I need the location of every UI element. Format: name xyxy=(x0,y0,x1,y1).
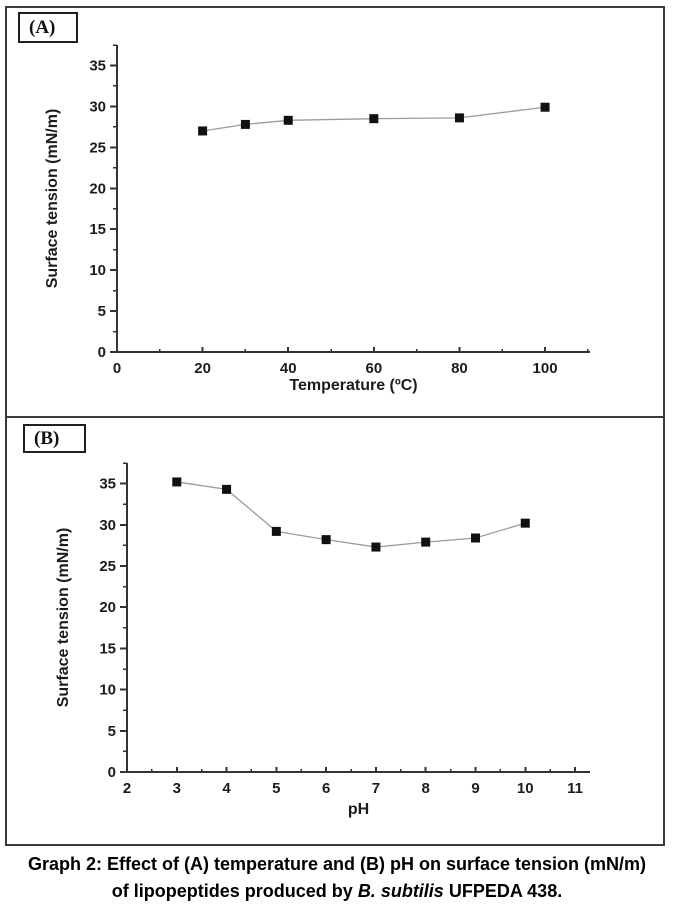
axes xyxy=(117,45,590,352)
data-points xyxy=(198,103,549,136)
x-tick-label: 0 xyxy=(112,360,122,377)
y-tick-label: 25 xyxy=(89,139,106,157)
caption-species-name: B. subtilis xyxy=(357,881,444,901)
x-tick-label: 60 xyxy=(365,360,383,377)
data-point xyxy=(272,527,281,536)
x-tick-label: 7 xyxy=(371,780,381,797)
y-tick-label: 10 xyxy=(89,262,106,280)
y-tick-label: 5 xyxy=(97,303,106,321)
y-axis-title: Surface tension (mN/m) xyxy=(44,108,61,289)
x-tick-label: 3 xyxy=(172,780,181,797)
panel-b xyxy=(5,416,665,846)
x-tick-label: 5 xyxy=(272,780,281,797)
data-point xyxy=(284,116,293,125)
y-tick-label: 10 xyxy=(99,681,116,699)
tick-labels xyxy=(99,476,583,797)
x-tick-label: 4 xyxy=(222,780,231,797)
y-tick-label: 15 xyxy=(89,221,106,239)
axes xyxy=(127,463,590,772)
data-point xyxy=(198,126,207,135)
panel-a xyxy=(5,6,665,418)
y-tick-label: 15 xyxy=(99,640,116,658)
data-point xyxy=(322,535,331,544)
panel-a-label: (A) xyxy=(29,16,56,38)
y-tick-label: 35 xyxy=(99,475,116,493)
y-tick-label: 20 xyxy=(89,180,106,198)
panel-b-label: (B) xyxy=(34,427,60,449)
x-tick-label: 80 xyxy=(451,360,468,377)
tick-labels xyxy=(89,57,557,377)
caption-line-2: of lipopeptides produced by B. subtilis UFPEDA 438. xyxy=(111,881,563,901)
panel-b-label-box xyxy=(23,424,86,453)
x-tick-label: 9 xyxy=(471,780,480,797)
y-tick-label: 0 xyxy=(97,344,106,361)
y-tick-label: 35 xyxy=(89,57,106,75)
x-tick-label: 100 xyxy=(532,360,558,377)
x-tick-label: 2 xyxy=(122,780,132,797)
data-point xyxy=(371,543,380,552)
caption-line-1: Graph 2: Effect of (A) temperature and (B) pH on surface tension (mN/m) xyxy=(27,854,647,874)
y-tick-label: 20 xyxy=(99,599,116,617)
data-point xyxy=(455,113,464,122)
y-axis-title: Surface tension (mN/m) xyxy=(55,527,72,708)
data-point xyxy=(471,533,480,542)
x-axis-title: Temperature (ºC) xyxy=(289,377,418,394)
chart-b-svg xyxy=(7,418,663,842)
x-tick-label: 20 xyxy=(194,360,211,377)
y-tick-label: 0 xyxy=(107,764,116,781)
x-tick-label: 6 xyxy=(321,780,331,797)
data-point xyxy=(222,485,231,494)
x-axis-title: pH xyxy=(347,801,370,818)
x-tick-label: 10 xyxy=(516,780,534,797)
data-point xyxy=(521,519,530,528)
x-tick-label: 8 xyxy=(421,780,430,797)
x-tick-label: 40 xyxy=(279,360,297,377)
chart-a-svg xyxy=(7,8,663,414)
data-point xyxy=(541,103,550,112)
data-point xyxy=(241,120,250,129)
y-tick-label: 25 xyxy=(99,558,116,575)
y-tick-label: 30 xyxy=(89,98,106,116)
data-point xyxy=(369,114,378,123)
ticks xyxy=(110,45,588,352)
data-point xyxy=(421,538,430,547)
y-tick-label: 30 xyxy=(99,516,116,534)
y-tick-label: 5 xyxy=(107,722,116,740)
panel-a-label-box xyxy=(18,12,78,43)
data-point xyxy=(172,477,181,486)
figure-caption xyxy=(0,851,674,905)
data-points xyxy=(172,477,529,551)
ticks xyxy=(120,463,575,772)
x-tick-label: 11 xyxy=(567,780,583,797)
